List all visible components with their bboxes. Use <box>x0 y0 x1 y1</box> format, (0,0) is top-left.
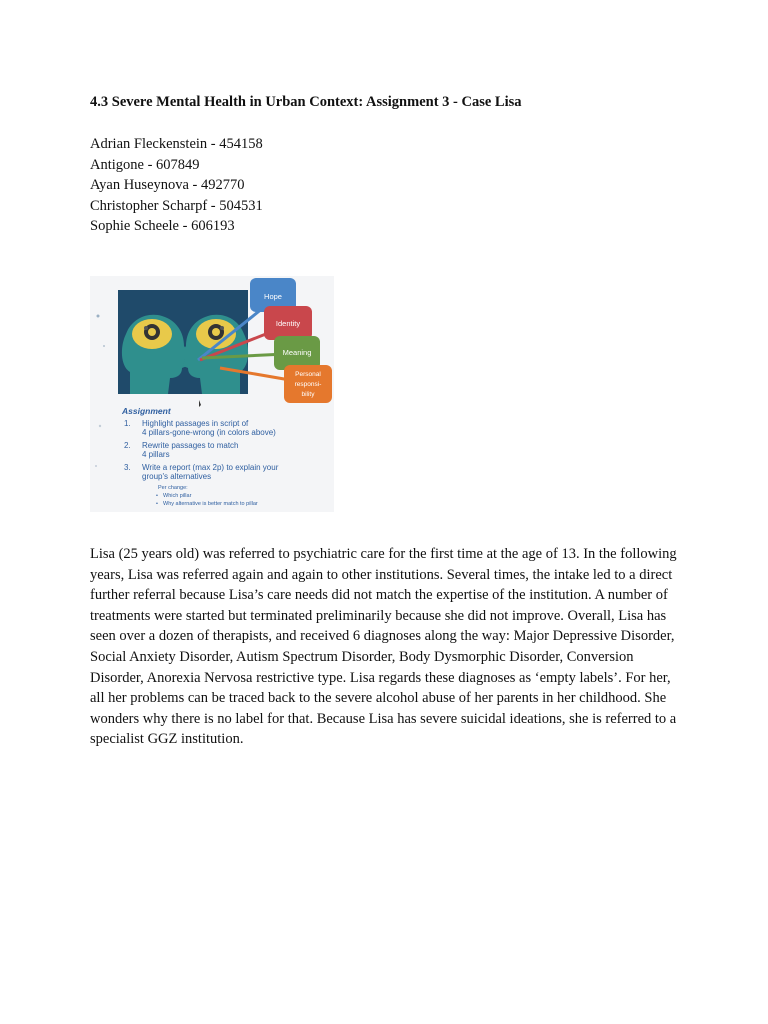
author-list <box>90 134 263 237</box>
step-line: 4 pillars-gone-wrong (in colors above) <box>142 428 276 437</box>
per-change-item: Which pillar <box>163 493 192 499</box>
cursor-icon <box>199 400 201 407</box>
author-line: Sophie Scheele - 606193 <box>90 218 235 234</box>
step-number: 2. <box>124 441 131 450</box>
two-heads-illustration <box>118 290 248 394</box>
author-line: Adrian Fleckenstein - 454158 <box>90 136 263 152</box>
identity-label: Identity <box>275 319 301 328</box>
step-line: group's alternatives <box>142 472 212 481</box>
step-line: Rewrite passages to match <box>142 441 239 450</box>
per-change-item: Why alternative is better match to pillar <box>163 501 258 507</box>
personal-label-line: bility <box>301 391 315 398</box>
personal-label-line: responsi- <box>294 381 322 388</box>
step-line: Write a report (max 2p) to explain your <box>142 463 279 472</box>
figure-canvas <box>90 276 334 512</box>
personal-responsibility-bubble <box>284 365 332 403</box>
assignment-list <box>121 406 279 507</box>
hope-label: Hope <box>264 292 282 301</box>
author-line: Antigone - 607849 <box>90 156 200 173</box>
case-paragraph: Lisa (25 years old) was referred to psychiatric care for the first time at the age of 13. In the following years, Lisa was referred again and again to other institutions. Several times, the intake led to a direct further referral because Lisa’s care needs did not match the expertise of the institution. A number of treatments were started but terminated preliminarily because she did not improve. Overall, Lisa has seen over a dozen of therapists, and received 6 diagnoses along the way: Major Depressive Disorder, Social Anxiety Disorder, Autism Spectrum Disorder, Body Dysmorphic Disorder, Conversion Disorder, Anorexia Nervosa restrictive type. Lisa regards these diagnoses as ‘empty labels’. For her, all her problems can be traced back to the severe alcohol abuse of her parents in her childhood. She wonders why there is no label for that. Because Lisa has severe suicidal ideations, she is referred to a specialist GGZ institution. <box>90 546 677 748</box>
assignment-figure <box>90 276 334 512</box>
step-line: 4 pillars <box>142 450 170 459</box>
per-change-label: Per change: <box>158 485 188 491</box>
step-line: Highlight passages in script of <box>142 419 249 428</box>
author-line: Ayan Huseynova - 492770 <box>90 177 245 193</box>
page-title: 4.3 Severe Mental Health in Urban Context: Assignment 3 - Case Lisa <box>90 94 522 110</box>
assignment-heading: Assignment <box>122 406 171 416</box>
author-line: Christopher Scharpf - 504531 <box>90 197 263 214</box>
step-number: 1. <box>124 419 131 428</box>
personal-label-line: Personal <box>295 371 321 378</box>
identity-bubble <box>264 306 312 340</box>
bullet-icon: • <box>156 501 158 507</box>
meaning-label: Meaning <box>282 348 312 357</box>
bullet-icon: • <box>156 493 158 499</box>
step-number: 3. <box>124 463 131 472</box>
meaning-bubble <box>274 336 320 370</box>
